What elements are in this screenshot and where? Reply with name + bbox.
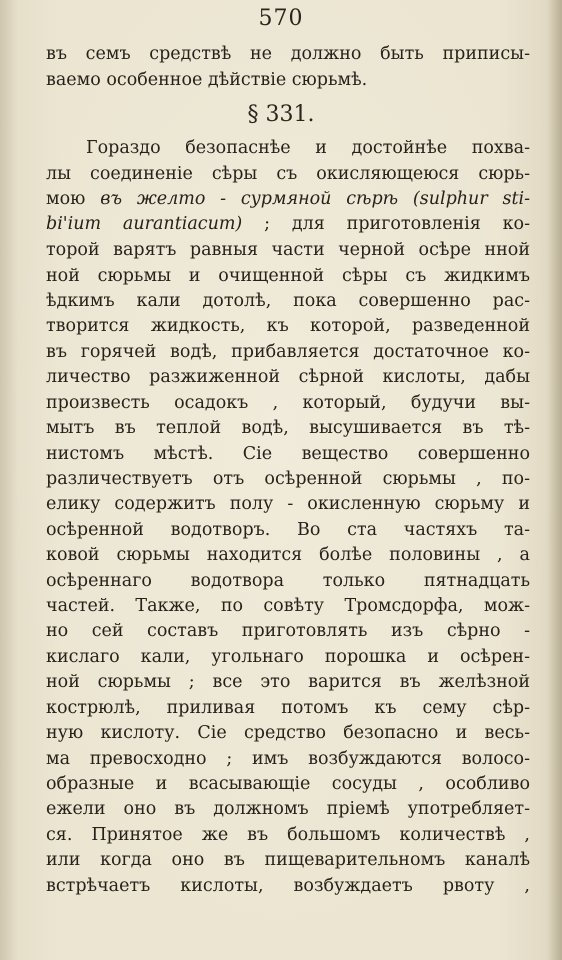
text-line [46,390,530,417]
text-line-content: ной сюрьмы ; все это варится въ желѣзной [46,672,530,692]
text-line-content: ма превосходно ; имъ возбуждаются волосо- [46,749,530,769]
text-line-content: ковой сюрьмы находится болѣе половины , а [46,545,530,565]
text-line [46,339,530,366]
text-line-content: ежели оно въ должномъ пріемѣ употребляет- [46,799,530,819]
text-line-content: Гораздо безопаснѣе и достойнѣе похва- [86,138,530,158]
text-line-content: ную кислоту. Сіе средство безопасно и весь- [46,723,530,743]
text-line-content: ѣдкимъ кали дотолѣ, пока совершенно рас- [46,291,530,311]
text-line [46,720,530,747]
text-line-content: ной сюрьмы и очищенной сѣры съ жидкимъ [46,266,530,286]
text-line-content: произвесть осадокъ , который, будучи вы- [46,393,530,413]
section-heading: § 331. [247,102,315,127]
text-line [46,593,530,620]
text-line [46,796,530,823]
text-line [46,517,530,544]
text-line [46,542,530,569]
text-line [46,237,530,264]
italic-term: въ желто - сурмяной сѣрѣ (sulphur sti- [100,189,530,209]
text-line-content: торой варятъ равныя части черной осѣре нной [46,240,530,260]
text-line [46,644,530,671]
text-line-content: осѣреннаго водотвора только пятнадцать [46,571,530,591]
text-line-content: различествуетъ отъ осѣренной сюрьмы , по- [46,469,530,489]
text-line-content: встрѣчаетъ кислоты, возбуждаетъ рвоту , [46,876,530,896]
text-line [46,186,530,213]
text-line-content: лы соединеніе сѣры съ окисляющеюся сюрь- [46,164,530,184]
text-line [46,771,530,798]
text-line-content: въ семъ средствѣ не должно быть приписы- [46,44,530,64]
text-line [46,67,530,94]
text-line-content: ся. Принятое же въ большомъ количествѣ , [46,825,530,845]
text-line-content: мытъ въ теплой водѣ, высушивается въ тѣ- [46,418,530,438]
text-line [46,847,530,874]
text-line-content: осѣренной водотворъ. Во ста частяхъ та- [46,520,530,540]
text-line [46,669,530,696]
text-line [46,313,530,340]
text-line-content: образные и всасывающіе сосуды , особливо [46,774,530,794]
text-line [46,873,530,900]
text-line [46,491,530,518]
text-line-content: нистомъ мѣстѣ. Сіе вещество совершенно [46,444,530,464]
text-line [46,211,530,238]
text-line-content: кислаго кали, угольнаго порошка и осѣрен- [46,647,530,667]
text-line [86,135,530,162]
text-line [46,568,530,595]
text-line [46,466,530,493]
text-line-content: или когда оно въ пищеварительномъ каналѣ [46,850,530,870]
text-line [46,441,530,468]
text-line [46,618,530,645]
page-number: 570 [258,6,304,31]
text-line [46,161,530,188]
text-line [46,415,530,442]
italic-term: bi'ium aurantiacum) [46,214,243,234]
text-line [46,822,530,849]
text-line [46,288,530,315]
text-line [46,364,530,391]
text-line-content: ваемо особенное дѣйствіе сюрьмѣ. [46,70,368,90]
text-line-content: кострюлѣ, приливая потомъ къ сему сѣр- [46,698,530,718]
page-edge-shadow [548,0,562,960]
text-line [46,41,530,68]
text-line-content: творится жидкость, къ которой, разведенной [46,316,530,336]
text-line-content: но сей составъ приготовлять изъ сѣрно - [46,621,530,641]
text-line-content: ; для приготовленія ко- [242,214,530,234]
text-line [46,263,530,290]
text-line-content: личество разжиженной сѣрной кислоты, дабы [46,367,530,387]
text-line [46,695,530,722]
text-line-content: мою [46,189,101,209]
text-line-content: елику содержитъ полу - окисленную сюрьму и [46,494,530,514]
text-line [46,746,530,773]
text-line-content: въ горячей водѣ, прибавляется достаточное ко- [46,342,530,362]
text-line-content: частей. Также, по совѣту Тромсдорфа, мож- [46,596,530,616]
